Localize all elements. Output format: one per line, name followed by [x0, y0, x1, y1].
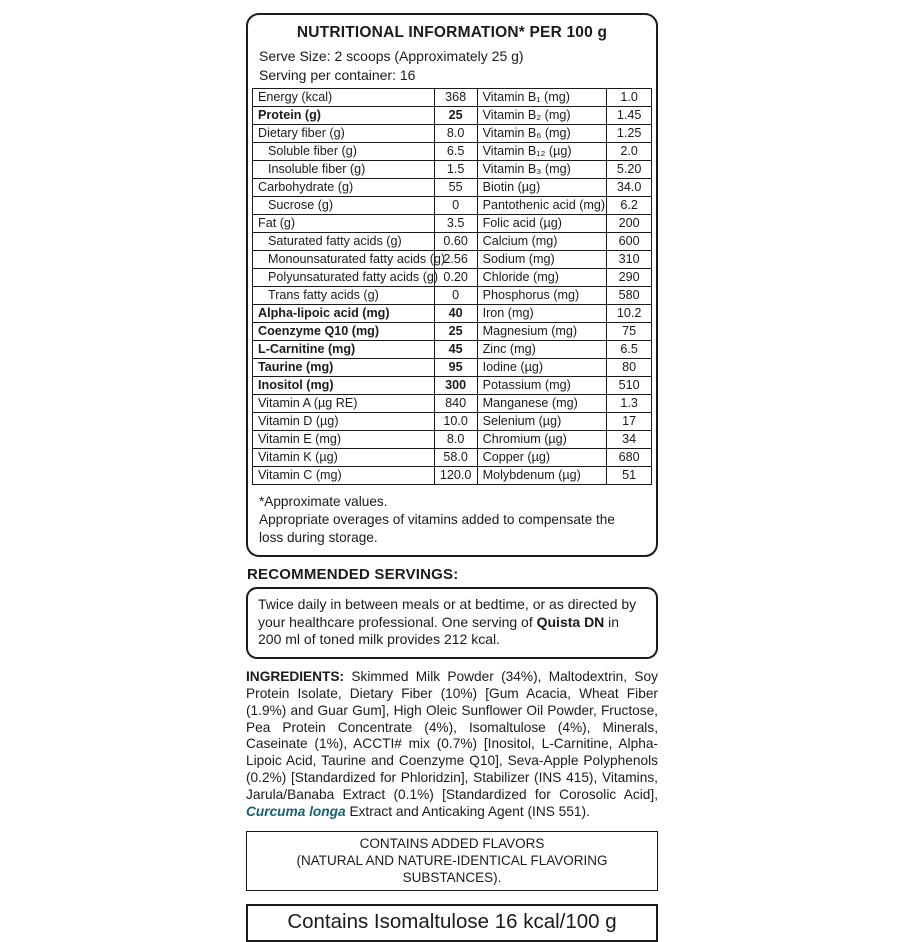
- added-flavors-line1: CONTAINS ADDED FLAVORS: [359, 835, 545, 851]
- nutrient-value: 2.0: [607, 143, 652, 161]
- nutrient-label: Taurine (mg): [253, 359, 435, 377]
- nutrient-label: Manganese (mg): [477, 395, 607, 413]
- nutrient-value: 6.2: [607, 197, 652, 215]
- nutrient-row: [253, 269, 652, 287]
- nutrient-value: 580: [607, 287, 652, 305]
- nutrient-label: Trans fatty acids (g): [253, 287, 435, 305]
- nutrient-value: 40: [434, 305, 477, 323]
- nutrient-label: Polyunsaturated fatty acids (g): [253, 269, 435, 287]
- nutrient-label: Fat (g): [253, 215, 435, 233]
- text-segment: Twice daily in between meals or at bedtime, or as directed by your healthcare professional. One serving of: [258, 596, 637, 630]
- nutrient-row: [253, 413, 652, 431]
- nutrient-label: Chromium (µg): [477, 431, 607, 449]
- nutrient-label: Magnesium (mg): [477, 323, 607, 341]
- isomaltulose-box: Contains Isomaltulose 16 kcal/100 g: [246, 904, 658, 942]
- nutrient-label: Vitamin B₂ (mg): [477, 107, 607, 125]
- text-segment: in 200 ml of toned milk provides 212 kcal.: [258, 613, 620, 648]
- nutrient-label: Zinc (mg): [477, 341, 607, 359]
- nutrient-value: 10.0: [434, 413, 477, 431]
- nutrient-label: Soluble fiber (g): [253, 143, 435, 161]
- nutrient-label: Pantothenic acid (mg): [477, 197, 607, 215]
- nutrient-label: Vitamin E (mg): [253, 431, 435, 449]
- nutrient-label: Sodium (mg): [477, 251, 607, 269]
- nutrient-row: [253, 449, 652, 467]
- nutrient-label: Iron (mg): [477, 305, 607, 323]
- nutrient-label: Protein (g): [253, 107, 435, 125]
- text-segment: INGREDIENTS:: [246, 668, 345, 684]
- nutrient-value: 34.0: [607, 179, 652, 197]
- nutrient-label: Alpha-lipoic acid (mg): [253, 305, 435, 323]
- nutrient-label: Inositol (mg): [253, 377, 435, 395]
- serve-size-text: Serve Size: 2 scoops (Approximately 25 g): [259, 48, 524, 64]
- servings-per-container-text: Serving per container: 16: [259, 67, 416, 83]
- nutrient-row: [253, 341, 652, 359]
- nutrient-row: [253, 233, 652, 251]
- nutrient-value: 3.5: [434, 215, 477, 233]
- nutrient-row: [253, 179, 652, 197]
- nutrient-label: Iodine (µg): [477, 359, 607, 377]
- nutrition-panel: [246, 13, 658, 557]
- nutrient-value: 600: [607, 233, 652, 251]
- footnote-overages: Appropriate overages of vitamins added to compensate the loss during storage.: [259, 512, 615, 545]
- nutrition-table-body: [253, 89, 652, 485]
- text-segment: Quista DN: [536, 613, 605, 630]
- nutrient-value: 5.20: [607, 161, 652, 179]
- nutrient-value: 8.0: [434, 431, 477, 449]
- nutrient-value: 75: [607, 323, 652, 341]
- nutrient-label: Potassium (mg): [477, 377, 607, 395]
- nutrient-value: 34: [607, 431, 652, 449]
- nutrient-label: Calcium (mg): [477, 233, 607, 251]
- nutrient-label: Vitamin A (µg RE): [253, 395, 435, 413]
- nutrient-row: [253, 125, 652, 143]
- nutrient-label: Vitamin C (mg): [253, 467, 435, 485]
- nutrient-value: 6.5: [434, 143, 477, 161]
- nutrient-value: 200: [607, 215, 652, 233]
- nutrient-value: 55: [434, 179, 477, 197]
- text-segment: Curcuma longa: [246, 804, 346, 820]
- recommended-servings-box: [246, 587, 658, 659]
- added-flavors-box: [246, 831, 658, 891]
- nutrient-value: 1.45: [607, 107, 652, 125]
- nutrient-value: 95: [434, 359, 477, 377]
- nutrient-label: Monounsaturated fatty acids (g): [253, 251, 435, 269]
- nutrient-label: Saturated fatty acids (g): [253, 233, 435, 251]
- page-title: NUTRITIONAL INFORMATION* PER 100 g: [296, 24, 608, 41]
- nutrient-value: 25: [434, 323, 477, 341]
- nutrient-label: Folic acid (µg): [477, 215, 607, 233]
- nutrient-row: [253, 107, 652, 125]
- nutrient-value: 1.3: [607, 395, 652, 413]
- nutrient-value: 17: [607, 413, 652, 431]
- nutrient-row: [253, 467, 652, 485]
- nutrient-value: 1.0: [607, 89, 652, 107]
- nutrient-value: 51: [607, 467, 652, 485]
- nutrient-label: Chloride (mg): [477, 269, 607, 287]
- nutrient-value: 58.0: [434, 449, 477, 467]
- nutrient-label: Dietary fiber (g): [253, 125, 435, 143]
- nutrient-label: Vitamin B₃ (mg): [477, 161, 607, 179]
- nutrient-label: Vitamin B₁ (mg): [477, 89, 607, 107]
- nutrient-value: 0.20: [434, 269, 477, 287]
- text-segment: Skimmed Milk Powder (34%), Maltodextrin, Soy Protein Isolate, Dietary Fiber (10%) [Gum Acacia, Wheat Fiber (1.9%) and Guar Gum], High Oleic Sunflower Oil Powder, Fructose, Pea Protein Concentrate (4%), Isomaltulose (4%), Minerals, Caseinate (1%), ACCTI# mix (0.7%) [Inositol, L-Carnitine, Alpha-Lipoic Acid, Taurine and Coenzyme Q10], Seva-Apple Polyphenols (0.2%) [Standardized for Phloridzin], Stabilizer (INS 415), Vitamins, Jarula/Banaba Extract (0.1%) [Standardized for Corosolic Acid],: [246, 668, 658, 803]
- nutrient-row: [253, 431, 652, 449]
- nutrient-value: 8.0: [434, 125, 477, 143]
- nutrient-label: Insoluble fiber (g): [253, 161, 435, 179]
- nutrient-row: [253, 143, 652, 161]
- nutrient-row: [253, 89, 652, 107]
- nutrient-row: [253, 359, 652, 377]
- nutrient-row: [253, 251, 652, 269]
- nutrient-value: 6.5: [607, 341, 652, 359]
- footnote-approximate: *Approximate values.: [259, 494, 388, 509]
- nutrient-value: 0: [434, 197, 477, 215]
- nutrition-table: [252, 88, 652, 485]
- nutrient-row: [253, 323, 652, 341]
- nutrient-value: 1.5: [434, 161, 477, 179]
- nutrient-value: 45: [434, 341, 477, 359]
- nutrient-value: 300: [434, 377, 477, 395]
- nutrient-row: [253, 377, 652, 395]
- nutrient-value: 840: [434, 395, 477, 413]
- nutrient-label: Sucrose (g): [253, 197, 435, 215]
- recommended-servings-heading: RECOMMENDED SERVINGS:: [247, 566, 459, 583]
- nutrient-row: [253, 395, 652, 413]
- nutrient-value: 0.60: [434, 233, 477, 251]
- nutrient-row: [253, 161, 652, 179]
- nutrient-label: Coenzyme Q10 (mg): [253, 323, 435, 341]
- nutrient-row: [253, 305, 652, 323]
- nutrient-value: 25: [434, 107, 477, 125]
- nutrient-label: Vitamin B₆ (mg): [477, 125, 607, 143]
- nutrient-value: 510: [607, 377, 652, 395]
- nutrient-label: Vitamin B₁₂ (µg): [477, 143, 607, 161]
- nutrient-label: Energy (kcal): [253, 89, 435, 107]
- nutrient-label: Molybdenum (µg): [477, 467, 607, 485]
- nutrient-row: [253, 215, 652, 233]
- nutrient-label: L-Carnitine (mg): [253, 341, 435, 359]
- nutrient-label: Vitamin D (µg): [253, 413, 435, 431]
- nutrient-label: Selenium (µg): [477, 413, 607, 431]
- nutrient-row: [253, 287, 652, 305]
- nutrient-value: 2.56: [434, 251, 477, 269]
- text-segment: Extract and Anticaking Agent (INS 551).: [345, 804, 590, 820]
- nutrient-value: 310: [607, 251, 652, 269]
- ingredients-paragraph: [246, 669, 658, 821]
- added-flavors-line2: (NATURAL AND NATURE-IDENTICAL FLAVORING SUBSTANCES).: [296, 852, 608, 885]
- nutrient-value: 10.2: [607, 305, 652, 323]
- nutrient-value: 1.25: [607, 125, 652, 143]
- nutrient-value: 680: [607, 449, 652, 467]
- nutrient-value: 80: [607, 359, 652, 377]
- nutrient-label: Copper (µg): [477, 449, 607, 467]
- nutrient-label: Phosphorus (mg): [477, 287, 607, 305]
- nutrition-label: [246, 13, 658, 942]
- nutrient-value: 368: [434, 89, 477, 107]
- nutrient-label: Carbohydrate (g): [253, 179, 435, 197]
- nutrient-value: 0: [434, 287, 477, 305]
- nutrient-row: [253, 197, 652, 215]
- nutrient-label: Biotin (µg): [477, 179, 607, 197]
- nutrient-label: Vitamin K (µg): [253, 449, 435, 467]
- nutrient-value: 290: [607, 269, 652, 287]
- nutrient-value: 120.0: [434, 467, 477, 485]
